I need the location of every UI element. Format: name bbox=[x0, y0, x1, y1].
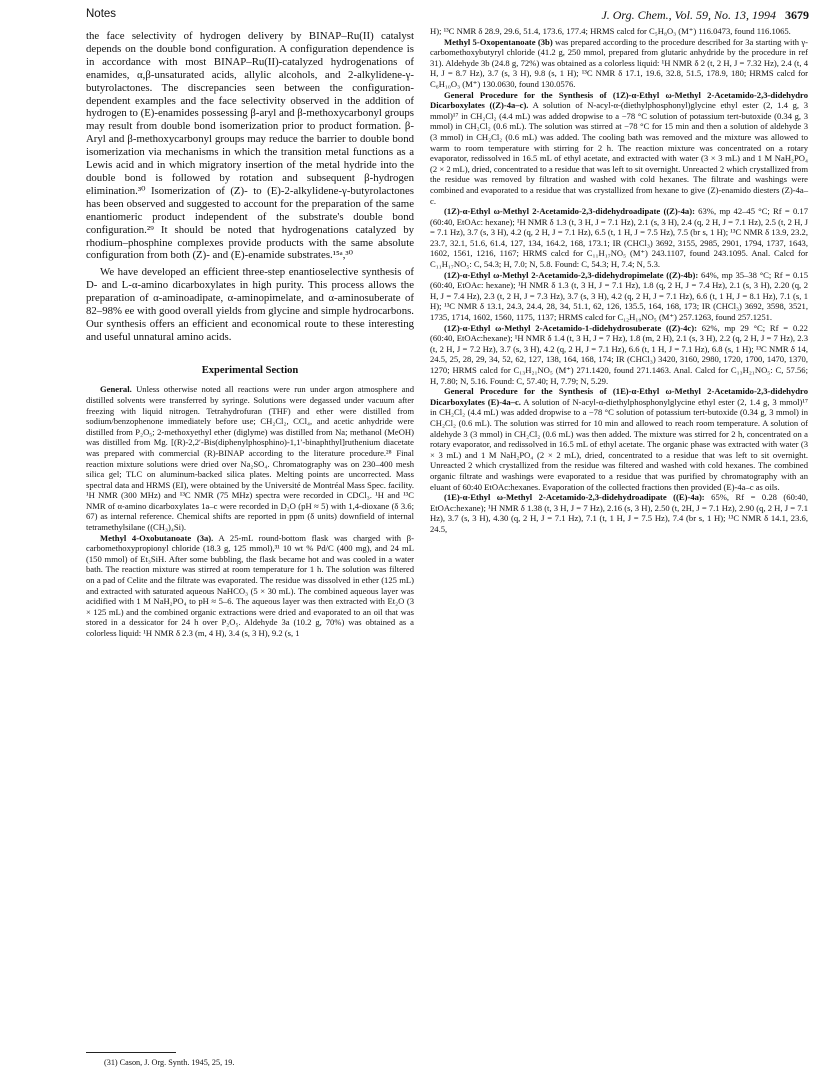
compound-e4a-heading: (1E)-α-Ethyl ω-Methyl 2-Acetamido-2,3-didehydroadipate ((E)-4a): bbox=[444, 492, 705, 503]
compound-z4c-heading: (1Z)-α-Ethyl ω-Methyl 2-Acetamido-1-didehydrosuberate ((Z)-4c): bbox=[444, 322, 697, 333]
general-text: Unless otherwise noted all reactions were run under argon atmosphere and distilled solvents were transferred by syringe. Solutions were degassed under vacuum after freezing with liquid nitrogen. Tetrahydrofuran (THF) and ether were distilled from sodium/benzophenone immediately before use; CH₂Cl₂, CCl₄, and acetic anhydride were distilled from P₂O₅; 2-methoxyethyl ether (diglyme) was distilled from Na; methanol (MeOH) was distilled from Mg. [(R)-2,2′-Bis(diphenylphosphino)-1,1′-binaphthyl]ruthenium diacetate was prepared with commercial (R)-BINAP according to the literature procedure.²⁸ Final reaction mixture solutions were dried over Na₂SO₄. Chromatography was on 230–400 mesh silica gel; TLC on aluminum-backed silica plates. Melting points are uncorrected. Mass spectral data and HRMS (EI), were obtained by the Université de Montréal Mass Spec. facility. ¹H NMR (300 MHz) and ¹³C NMR (75 MHz) spectra were recorded in CDCl₃. ¹H and ¹³C NMR of α-amino dicarboxylates 1a–c were recorded in D₂O (pH ≈ 5) with 1,4-dioxane (δ 3.6; 67) as internal reference. Chemical shifts are reported in ppm (δ units) downfield of internal tetramethylsilane ((CH₃)₄Si). bbox=[86, 384, 414, 533]
general-procedure-e-paragraph bbox=[430, 386, 808, 492]
compound-3a-heading: Methyl 4-Oxobutanoate (3a). bbox=[100, 532, 214, 543]
continued-paragraph: H); ¹³C NMR δ 28.9, 29.6, 51.4, 173.6, 177.4; HRMS calcd for C₅H₈O₃ (M⁺) 116.0473, found 116.1065. bbox=[430, 26, 791, 36]
compound-3b-heading: Methyl 5-Oxopentanoate (3b) bbox=[444, 36, 553, 47]
running-header-section: Notes bbox=[86, 8, 117, 20]
compound-z4b-text: 64%, mp 35–38 °C; Rf = 0.15 (60:40, EtOAc: hexane); ¹H NMR δ 1.3 (t, 3 H, J = 7.1 Hz), 1.8 (q, 2 H, J = 7.4 Hz), 2.1 (s, 3 H), 2.20 (q, 2 H, J = 7.4 Hz), 2.3 (t, 2 H, J = 7.3 Hz), 3.7 (s, 3 H), 4.2 (q, 2 H, J = 7.1 Hz), 6.6 (t, 1 H, J = 8.1 Hz), 7.1 (s, 1 H); ¹³C NMR δ 13.1, 24.3, 24.4, 28, 34, 51.1, 62, 126, 135.5, 164, 168, 173; IR (CHCl₃) 3692, 3598, 3521, 1735, 1714, 1602, 1560, 1175, 1137; HRMS calcd for C₁₂H₁₉NO₅ (M⁺) 257.1263, found 257.1251. bbox=[430, 269, 808, 323]
section-title: Experimental Section bbox=[201, 364, 299, 376]
compound-3a-text: A 25-mL round-bottom flask was charged with β-carbomethoxypropionyl chloride (18.3 g, 125 mmol),³¹ 10 wt % Pd/C (400 mg), and 24 mL (150 mmol) of Et₃SiH. After some bubbling, the flask became hot and was cooled in a water bath. The reaction mixture was stirred at room temperature for 1 h. The solution was filtered on a pad of Celite and the filtrate was evaporated. The residue was dissolved in ether (125 mL) and extracted with saturated aqueous NaHCO₃ (5 × 30 mL). The combined aqueous layer was acidified with 1 M NaH₂PO₄ to pH ≈ 5–6. The aqueous layer was then extracted with Et₂O (3 × 125 mL) and the combined organic extractions were dried and evaporated to an oil that was stored in a dessicator for 24 h over P₂O₅. Aldehyde 3a (10.2 g, 70%) was obtained as a colorless liquid: ¹H NMR δ 2.3 (m, 4 H), 3.4 (s, 3 H), 9.2 (s, 1 bbox=[86, 532, 414, 638]
general-procedure-z-text: A solution of N-acyl-α-(diethylphosphonyl)glycine ethyl ester (2, 1.4 g, 3 mmol)¹⁷ in CH₂Cl₂ (4.4 mL) was added dropwise to a −78 °C solution of potassium tert-butoxide (0.34 g, 3 mmol) in CH₂Cl₂ (0.6 mL). The solution was stirred at −78 °C for 15 min and then a solution of aldehyde 3 (3 mmol) in CH₂Cl₂ (0.6 mL) was added. The cooling bath was removed and the mixture was allowed to warm to room temperature with stirring for 2 h. The reaction mixture was concentrated on a rotary evaporator, redissolved in 16.5 mL of ethyl acetate, and extracted with water (3 × 3 mL) and 1 M NaH₂PO₄ (2 × 2 mL), dried, concentrated to a residue that was left to sit overnight. Unreacted 2 which crystallized from the residue was removed by filtration and washed with cold hexanes. The filtrate and washings were combined and evaporated to a residue that was crystallized from hexane to give (Z)-enamido diesters (Z)-4a–c. bbox=[430, 100, 808, 206]
compound-3b-text: was prepared according to the procedure described for 3a starting with γ-carbomethoxybutyryl chloride (41.2 g, 250 mmol, prepared from glutaric anhydride by the procedure in ref 31). Aldehyde 3b (24.8 g, 72%) was obtained as a colorless liquid: ¹H NMR δ 2 (t, 2 H, J = 7.32 Hz), 2.4 (t, 4 H, J = 8.7 Hz), 3.7 (s, 3 H), 9.8 (s, 1 H); ¹³C NMR δ 17.1, 19.6, 32.8, 51.5, 178.9, 180; HRMS calcd for C₆H₁₀O₃ (M⁺) 130.0630, found 130.0576. bbox=[430, 36, 808, 89]
general-procedure-z-heading: General Procedure for the Synthesis of (1Z)-α-Ethyl ω-Methyl 2-Acetamido-2,3-didehydro Dicarboxylates ((Z)-4a–c). bbox=[430, 89, 808, 111]
compound-z4a-text: 63%, mp 42–45 °C; Rf = 0.17 (60:40, EtOAc: hexane); ¹H NMR δ 1.3 (t, 3 H, J = 7.1 Hz), 2.1 (s, 3 H), 2.4 (q, 2 H, J = 7.1 Hz), 2.5 (t, 2 H, J = 7.1 Hz), 3.7 (s, 3 H), 4.2 (q, 2 H, J = 7.1 Hz), 6.5 (t, 1 H, J = 7.5 Hz), 7.5 (br s, 1 H); ¹³C NMR δ 13.9, 23.2, 23.7, 32.1, 51.6, 61.4, 127, 134, 164.2, 168, 173.1; IR (CHCl₃) 3692, 3155, 2985, 2901, 1794, 1737, 1643, 1602, 1561, 1216, 1167; HRMS calcd for C₁₁H₁₇NO₅ (M⁺) 243.1107, found 243.1095. Anal. Calcd for C₁₁H₁₇NO₅: C, 54.3; H, 7.0; N, 5.8. Found: C, 54.3; H, 7.4; N, 5.3. bbox=[430, 206, 808, 270]
compound-z4a-paragraph bbox=[430, 206, 808, 270]
compound-e4a-paragraph bbox=[430, 492, 808, 534]
compound-z4a-heading: (1Z)-α-Ethyl ω-Methyl 2-Acetamido-2,3-didehydroadipate ((Z)-4a): bbox=[444, 206, 695, 217]
discussion-paragraph: the face selectivity of hydrogen delivery by BINAP–Ru(II) catalyst depends on the double bond configuration. A configuration dependence is in accordance with most BINAP–Ru(II)-catalyzed hydrogenations of enamides, α,β-unsaturated acids, allylic alcohols, and 2-alkylidene-γ-butyrolactones. The discrepancies seen between the configuration-dependent examples and the face selectivity observed in the addition of hydrogen to (E)-enamides possessing β-aryl and β-methoxycarbonyl groups may result from double bond isomerization prior to product formation. β-Aryl and β-methoxycarbonyl groups may reduce the barrier to double bond isomerization via mechanisms in which the transition metal functions as a Lewis acid and in which migratory insertion of the metal hydride into the double bond is followed by rotation and subsequent β-hydrogen elimination.³⁰ Isomerization of (Z)- to (E)-2-alkylidene-γ-butyrolactones has been observed and suggested to account for the preparation of the same enantiomeric product independent of the substrate's double bond configuration.²⁹ It should be noted that hydrogenations catalyzed by rhodium–phosphine complexes provide products with the same absolute configuration from both (Z)- and (E)-enamide substrates.¹⁵ᵃ,³⁰ bbox=[86, 30, 414, 262]
left-column bbox=[86, 30, 414, 639]
compound-e4a-text: 65%, Rf = 0.28 (60:40, EtOAc:hexane); ¹H NMR δ 1.38 (t, 3 H, J = 7 Hz), 2.16 (s, 3 H), 2.50 (t, 2H, J = 7.1 Hz), 2.90 (q, 2 H, J = 7.1 Hz), 3.7 (s, 3 H), 4.30 (q, 2 H, J = 7.1 Hz), 7.1 (t, 1 H, J = 7.5 Hz), 7.4 (br s, 1 H); ¹³C NMR δ 14.1, 23.6, 24.5, bbox=[430, 492, 808, 534]
journal-citation: J. Org. Chem., Vol. 59, No. 13, 1994 bbox=[601, 8, 776, 22]
general-paragraph bbox=[86, 384, 414, 532]
general-procedure-e-heading: General Procedure for the Synthesis of (1E)-α-Ethyl ω-Methyl 2-Acetamido-2,3-didehydro Dicarboxylates (E)-4a–c. bbox=[430, 386, 808, 407]
footnote-rule bbox=[86, 1052, 176, 1053]
compound-3b-paragraph bbox=[430, 37, 808, 90]
conclusion-paragraph: We have developed an efficient three-step enantioselective synthesis of D- and L-α-amino dicarboxylates in high purity. This process allows the preparation of α-aminoadipate, α-aminopimelate, and α-aminosuberate of 82–98% ee with good overall yields from glycine and simple hydrocarbons. Our synthesis offers an efficient and economical route to these interesting and useful unnatural amino acids. bbox=[86, 266, 414, 343]
general-procedure-z-paragraph bbox=[430, 90, 808, 207]
right-column bbox=[430, 26, 808, 535]
running-header-journal bbox=[601, 8, 809, 23]
compound-z4b-paragraph bbox=[430, 270, 808, 323]
page-number: 3679 bbox=[785, 8, 809, 22]
general-procedure-e-text: A solution of N-acyl-α-diethylphosphonylglycine ethyl ester (2, 1.4 g, 3 mmol)¹⁷ in CH₂Cl₂ (4.4 mL) was added dropwise to a −78 °C solution of potassium tert-butoxide (0.34 g, 3 mmol) in CH₂Cl₂ (0.6 mL). The solution was stirred for 10 min and allowed to reach room temperature. A solution of aldehyde 3 (3 mmol) in CH₂Cl₂ (0.6 mL) was then added. The mixture was stirred for 2 h, concentrated on a rotary evaporator, and redissolved in 16.5 mL of ethyl acetate. The organic phase was extracted with water (3 × 3 mL) and 1 M NaH₂PO₄ (2 × 2 mL), dried, concentrated to a residue that was left to sit overnight. Unreacted 2 which crystallized from the residue was filtered and washed with cold hexanes. The combined organic filtrate and washings were evaporated to a residue that was purified by chromatography with an eluant of 60:40 EtOAc:hexanes. Evaporation of the collected fractions then provided (E)-4a–c as oils. bbox=[430, 396, 808, 492]
compound-3a-paragraph bbox=[86, 533, 414, 639]
compound-z4c-text: 62%, mp 29 °C; Rf = 0.22 (60:40, EtOAc:hexane); ¹H NMR δ 1.4 (t, 3 H, J = 7 Hz), 1.8 (m, 2 H), 2.1 (s, 3 H), 2.2 (q, 2 H, J = 7 Hz), 2.3 (t, 2 H, J = 7.2 Hz), 3.7 (s, 3 H), 4.2 (q, 2 H, J = 7.1 Hz), 6.6 (t, 1 H, J = 7.1 Hz), 6.8 (s, 1 H); ¹³C NMR δ 14, 24.5, 25, 28, 29, 34, 52, 62, 127, 138, 164, 168, 174; IR (CHCl₃) 3420, 3160, 2980, 1720, 1700, 1470, 1370, 1270; HRMS calcd for C₁₃H₂₁NO₅ (M⁺) 271.1420, found 271.1463. Anal. Calcd for C₁₃H₂₁NO₅: C, 57.56; H, 7.80; N, 5.16. Found: C, 57.40; H, 7.79; N, 5.29. bbox=[430, 322, 808, 386]
compound-z4c-paragraph bbox=[430, 323, 808, 387]
compound-z4b-heading: (1Z)-α-Ethyl ω-Methyl 2-Acetamido-2,3-didehydropimelate ((Z)-4b): bbox=[444, 269, 699, 280]
footnote: (31) Cason, J. Org. Synth. 1945, 25, 19. bbox=[104, 1058, 235, 1067]
general-heading: General. bbox=[100, 384, 132, 395]
